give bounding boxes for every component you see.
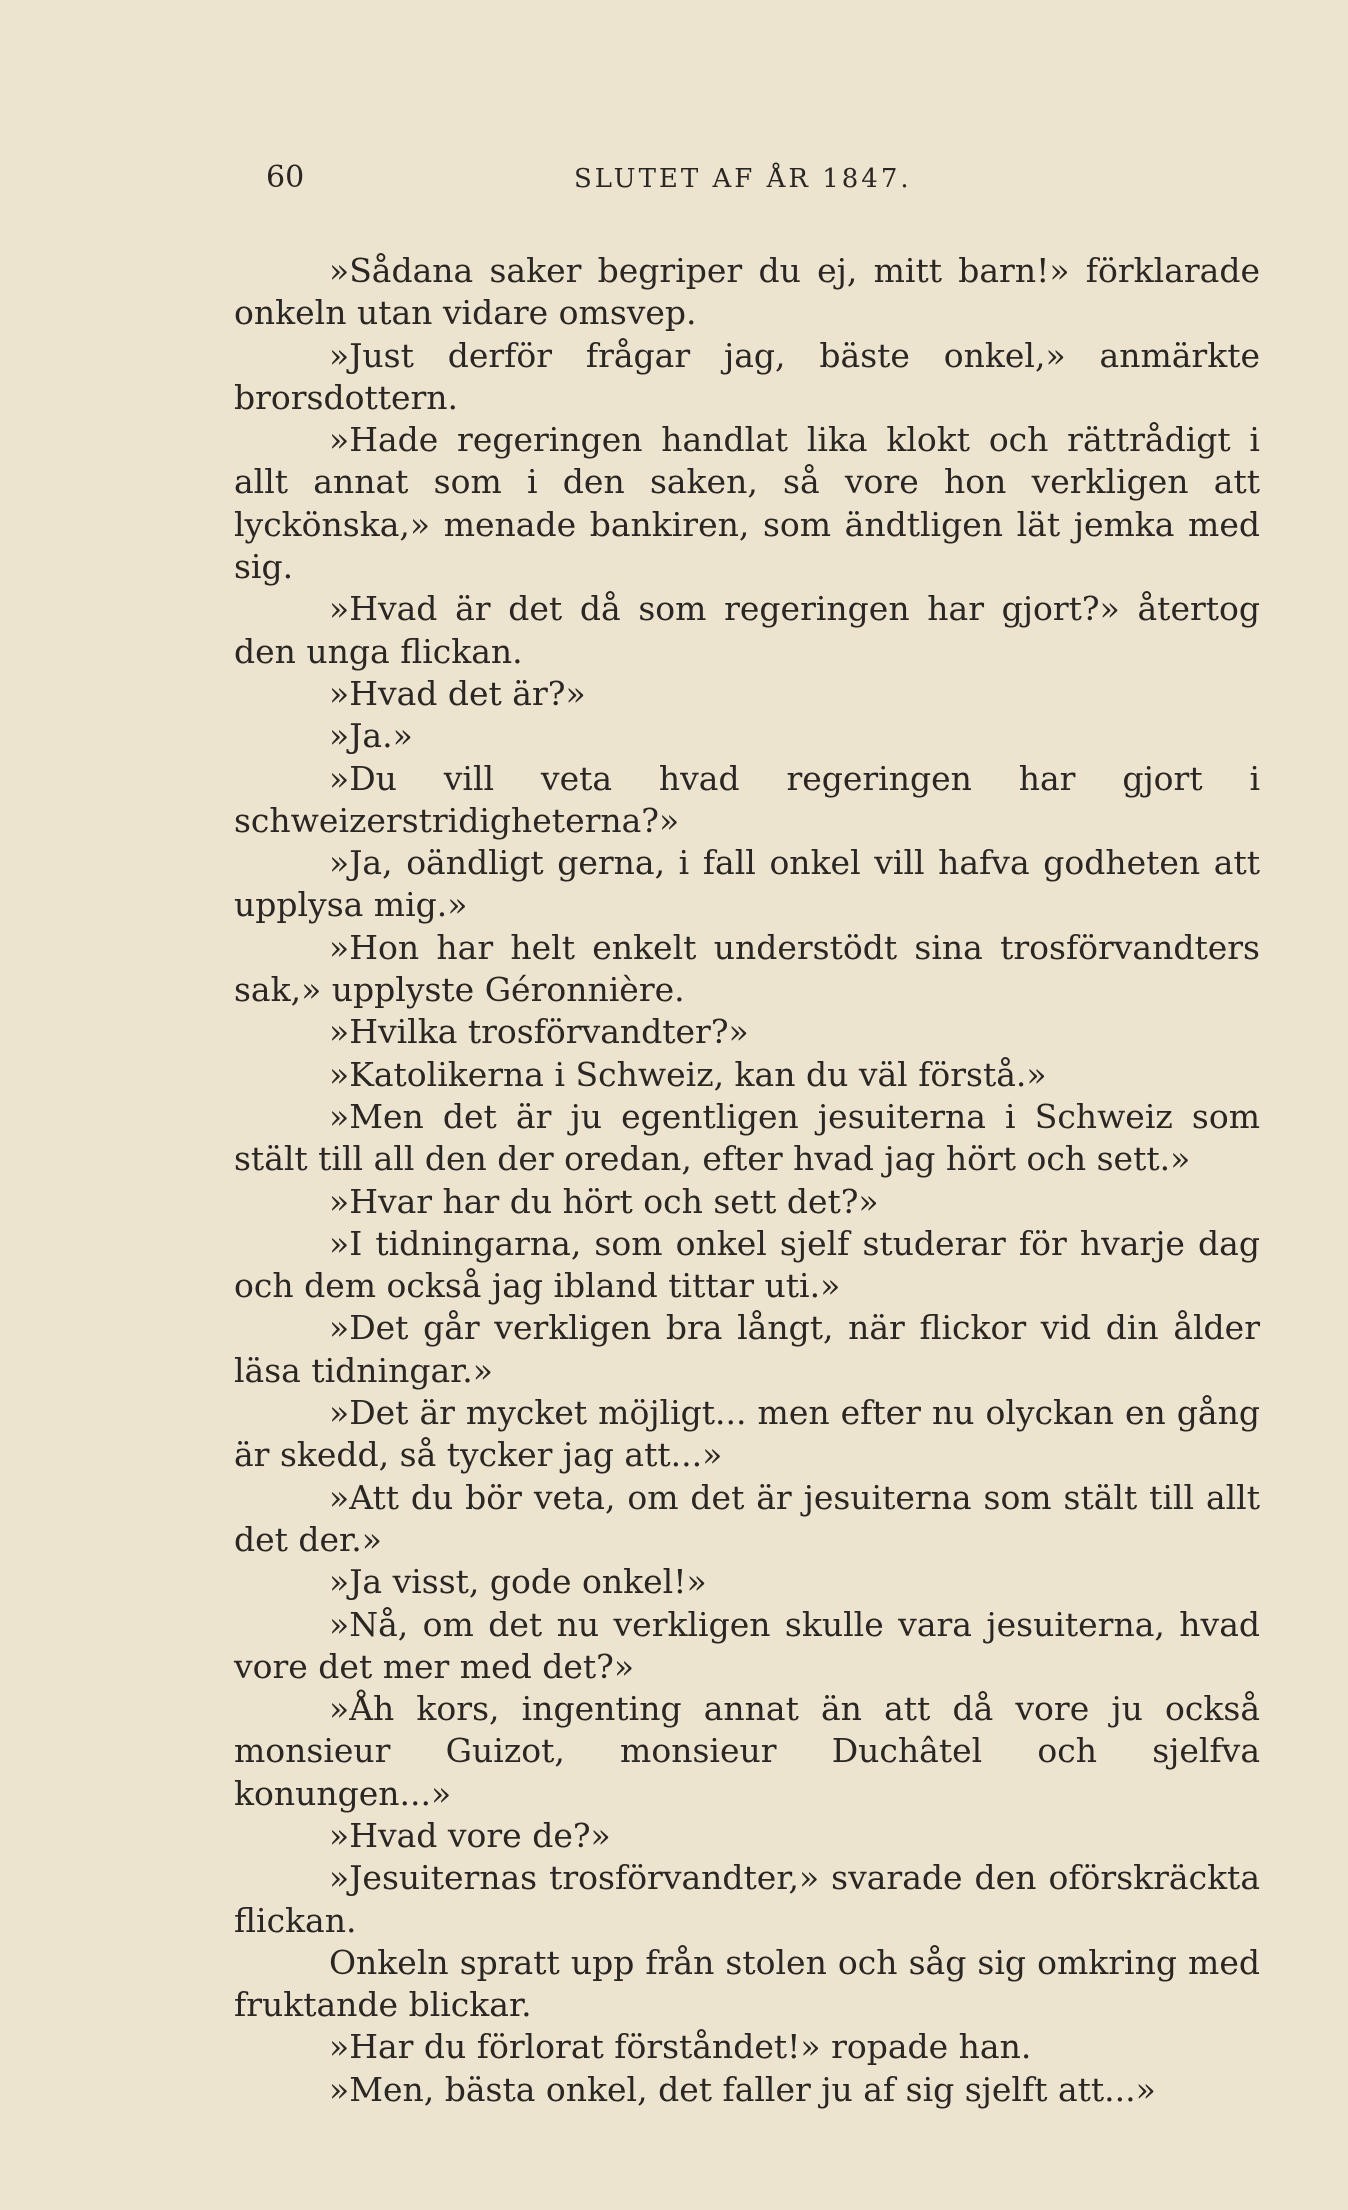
paragraph: »Hvad det är?»: [329, 673, 586, 713]
paragraph: »Katolikerna i Schweiz, kan du väl förstå.»: [329, 1054, 1047, 1094]
running-head: SLUTET AF ÅR 1847.: [574, 164, 912, 194]
paragraph: »Men det är ju egentligen jesuiterna i Schweiz som stält till all den der oredan, efter hvad jag hört och sett.»: [234, 1096, 1260, 1179]
paragraph: Onkeln spratt upp från stolen och såg sig omkring med fruktande blickar.: [234, 1942, 1260, 2025]
page-header: [234, 160, 1260, 206]
paragraph: »Ja.»: [329, 716, 413, 756]
paragraph: »Men, bästa onkel, det faller ju af sig sjelft att...»: [329, 2069, 1156, 2109]
paragraph: »Hvilka trosförvandter?»: [329, 1012, 749, 1052]
paragraph: »Att du bör veta, om det är jesuiterna som stält till allt det der.»: [234, 1477, 1260, 1559]
paragraph: »Det är mycket möjligt... men efter nu olyckan en gång är skedd, så tycker jag att...»: [234, 1393, 1260, 1475]
body-text: [234, 250, 1260, 2111]
paragraph: »Ja visst, gode onkel!»: [329, 1562, 707, 1602]
paragraph: »Du vill veta hvad regeringen har gjort i schweizerstridigheterna?»: [234, 758, 1260, 840]
paragraph: »I tidningarna, som onkel sjelf studerar för hvarje dag och dem också jag ibland tittar uti.»: [234, 1223, 1260, 1306]
paragraph: »Ja, oändligt gerna, i fall onkel vill hafva godheten att upplysa mig.»: [234, 843, 1260, 925]
paragraph: »Hade regeringen handlat lika klokt och rättrådigt i allt annat som i den saken, så vore hon verkligen att lyckönska,» menade bankiren, som ändtligen lät jemka med sig.: [234, 420, 1260, 587]
paragraph: »Har du förlorat förståndet!» ropade han.: [329, 2027, 1032, 2067]
paragraph: »Nå, om det nu verkligen skulle vara jesuiterna, hvad vore det mer med det?»: [234, 1604, 1260, 1686]
paragraph: »Jesuiternas trosförvandter,» svarade den oförskräckta flickan.: [234, 1858, 1260, 1940]
paragraph: »Hvad är det då som regeringen har gjort?» återtog den unga flickan.: [234, 589, 1260, 671]
paragraph: »Sådana saker begriper du ej, mitt barn!» förklarade onkeln utan vidare omsvep.: [234, 251, 1260, 333]
paragraph: »Just derför frågar jag, bäste onkel,» anmärkte brorsdottern.: [234, 335, 1260, 417]
paragraph: »Åh kors, ingenting annat än att då vore ju också monsieur Guizot, monsieur Duchâtel och sjelfva konungen...»: [234, 1689, 1260, 1813]
paragraph: »Hvad vore de?»: [329, 1815, 611, 1855]
paragraph: »Hvar har du hört och sett det?»: [329, 1181, 879, 1221]
paragraph: »Det går verkligen bra långt, när flickor vid din ålder läsa tidningar.»: [234, 1308, 1260, 1390]
page-number: 60: [266, 160, 305, 195]
paragraph: »Hon har helt enkelt understödt sina trosförvandters sak,» upplyste Géronnière.: [234, 927, 1260, 1010]
